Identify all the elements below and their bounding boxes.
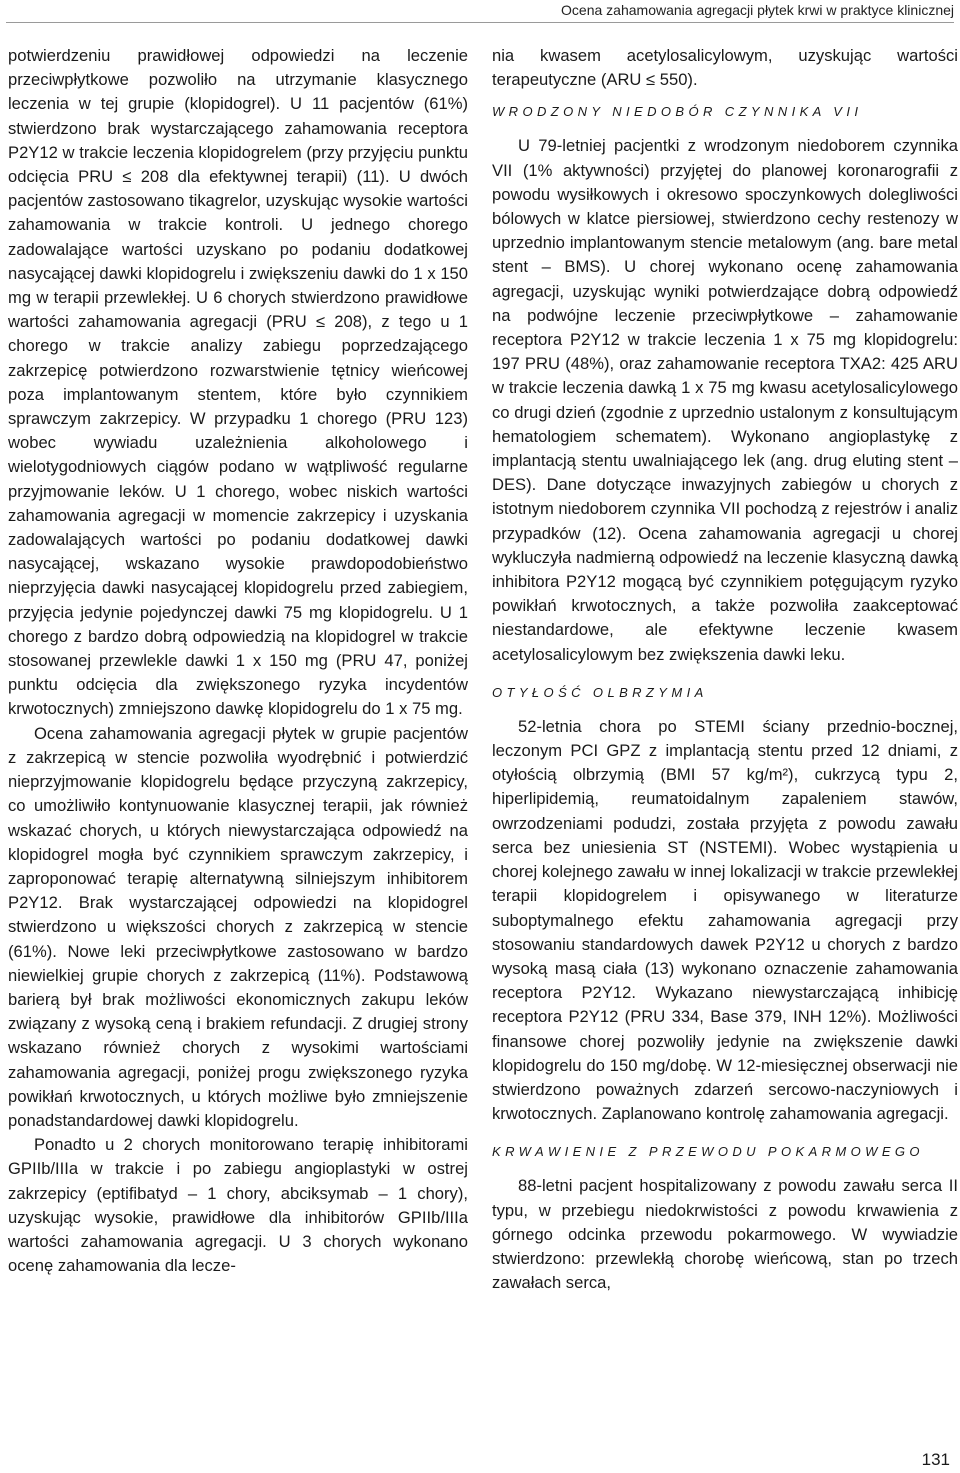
right-column — [492, 44, 958, 1295]
section-heading: WRODZONY NIEDOBÓR CZYNNIKA VII — [492, 104, 863, 120]
left-column — [8, 44, 468, 1278]
body-paragraph: Ocena zahamowania agregacji płytek w grupie pacjentów z zakrzepicą w stencie pozwoliła wyodrębnić i potwierdzić nieprzyjmowanie klopidogrelu będące przyczyną zakrzepicy, co umożliwiło kontynuowanie klasycznej terapii, jak również wskazać chorych, u których niewystarczająca odpowiedź na klopidogrel mogła być czynnikiem sprawczym zakrzepicy, i zaproponować terapię alternatywną silniejszym inhibitorem P2Y12. Brak wystarczającej odpowiedzi na klopidogrel stwierdzono u większości chorych z zakrzepicą w stencie (61%). Nowe leki przeciwpłytkowe zastosowano w bardzo niewielkiej grupie chorych z zakrzepicą (11%). Podstawową barierą był brak możliwości ekonomicznych zakupu leków związany z wysoką ceną i brakiem refundacji. Z drugiej strony wskazano również chorych z wysokimi wartościami zahamowania agregacji, poniżej progu zwiększonego ryzyka powikłań krwotocznych, u których możliwe było zmniejszenie ponadstandardowej dawki klopidogrelu. — [8, 723, 468, 1130]
body-paragraph: 88-letni pacjent hospitalizowany z powodu zawału serca II typu, w przebiegu niedokrwistości z powodu krwawienia z górnego odcinka przewodu pokarmowego. W wywiadzie stwierdzono: przewlekłą chorobę wieńcową, stan po trzech zawałach serca, — [492, 1176, 958, 1293]
body-paragraph: Ponadto u 2 chorych monitorowano terapię inhibitorami GPIIb/IIIa w trakcie i po zabiegu angioplastyki w ostrej zakrzepicy (eptifibatyd – 1 chory, abciksymab – 1 chory), uzyskując wysokie, prawidłowe dla inhibitorów GPIIb/IIIa wartości zahamowania agregacji. U 3 chorych wykonano ocenę zahamowania dla lecze- — [8, 1135, 468, 1276]
section-heading: KRWAWIENIE Z PRZEWODU POKARMOWEGO — [492, 1144, 924, 1160]
body-paragraph: nia kwasem acetylosalicylowym, uzyskując wartości terapeutyczne (ARU ≤ 550). — [492, 46, 958, 90]
page-number: 131 — [921, 1450, 950, 1469]
body-paragraph: 52-letnia chora po STEMI ściany przednio-bocznej, leczonym PCI GPZ z implantacją stentu przed 12 dniami, z otyłością olbrzymią (BMI 57 kg/m²), cukrzycą typu 2, hiperlipidemią, reumatoidalnym zapaleniem stawów, owrzodzeniami podudzi, została przyjęta z powodu zawału serca bez uniesienia ST (NSTEMI). Wobec wystąpienia u chorej kolejnego zawału w innej lokalizacji w trakcie przewlekłej terapii klopidogrelem i opisywanego w literaturze suboptymalnego efektu zahamowania agregacji przy stosowaniu standardowych dawek P2Y12 u chorych z bardzo wysoką masą ciała (13) wykonano oznaczenie zahamowania receptora P2Y12. Wykazano niewystarczającą inhibicję receptora P2Y12 (PRU 334, Base 379, INH 12%). Możliwości finansowe chorej pozwoliły jedynie na zwiększenie dawki klopidogrelu do 150 mg/dobę. W 12-miesięcznej obserwacji nie stwierdzono poważnych zdarzeń sercowo-naczyniowych i krwotocznych. Zaplanowano kontrolę zahamowania agregacji. — [492, 716, 958, 1124]
running-head: Ocena zahamowania agregacji płytek krwi w praktyce klinicznej — [6, 0, 954, 23]
body-paragraph: potwierdzeniu prawidłowej odpowiedzi na leczenie przeciwpłytkowe pozwoliło na utrzymanie klasycznego leczenia w tej grupie (klopidogrel). U 11 pacjentów (61%) stwierdzono brak wystarczającego zahamowania receptora P2Y12 w trakcie leczenia klopidogrelem (przy przyjęciu punktu odcięcia PRU ≤ 208 dla efektywnej terapii) (11). U dwóch pacjentów zastosowano tikagrelor, uzyskując wysokie wartości zahamowania w trakcie kontroli. U jednego chorego zadowalające wartości uzyskano po podaniu dodatkowej nasycającej dawki klopidogrelu i zwiększeniu dawki do 1 x 150 mg w terapii przewlekłej. U 6 chorych stwierdzono prawidłowe wartości zahamowania agregacji (PRU ≤ 208), z tego u 1 chorego w trakcie analizy zabiegu poprzedzającego zakrzepicę potwierdzono rozwarstwienie tętnicy wieńcowej poza implantowanym stentem, które było czynnikiem sprawczym zakrzepicy. W przypadku 1 chorego (PRU 123) wobec wywiadu uzależnienia alkoholowego i wielotygodniowych ciągów podano w wątpliwość regularne przyjmowanie leków. U 1 chorego, wobec niskich wartości zahamowania agregacji w momencie zakrzepicy i uzyskania zadowalających wartości po podaniu dodatkowej dawki nasycającej, wskazano wysokie prawdopodobieństwo nieprzyjęcia dawki nasycającej klopidogrelu przed zabiegiem, przyjęcia jedynie pojedynczej dawki 75 mg klopidogrelu. U 1 chorego z bardzo dobrą odpowiedzią na klopidogrel w trakcie stosowanej przewlekle dawki 1 x 150 mg (PRU 47, poniżej punktu odcięcia dla zwiększonego ryzyka incydentów krwotocznych) zmniejszono dawkę klopidogrelu do 1 x 75 mg. — [8, 46, 468, 719]
section-heading: OTYŁOŚĆ OLBRZYMIA — [492, 684, 708, 700]
body-paragraph: U 79-letniej pacjentki z wrodzonym niedoborem czynnika VII (1% aktywności) przyjętej do planowej koronarografii z powodu wysiłkowych i okresowo spoczynkowych dolegliwości bólowych w klatce piersiowej, stwierdzono cechy restenozy w uprzednio implantowanym stencie metalowym (ang. bare metal stent – BMS). U chorej wykonano ocenę zahamowania agregacji, uzyskując wyniki potwierdzające dobrą odpowiedź na podwójne leczenie przeciwpłytkowe – zahamowanie receptora P2Y12 w trakcie leczenia 1 x 75 mg klopidogrelu: 197 PRU (48%), oraz zahamowanie receptora TXA2: 425 ARU w trakcie leczenia dawką 1 x 75 mg kwasu acetylosalicylowego co drugi dzień (zgodnie z uprzednio ustalonym z konsultującym hematologiem schematem). Wykonano angioplastykę z implantacją stentu uwalniającego lek (ang. drug eluting stent – DES). Dane dotyczące inwazyjnych zabiegów u chorych z istotnym niedoborem czynnika VII pochodzą z rejestrów i analiz przypadków (12). Ocena zahamowania agregacji u chorej wykluczyła nadmierną odpowiedź na leczenie klasyczną dawką inhibitora P2Y12 mogącą być czynnikiem potęgującym ryzyko powikłań krwotocznych, a także pozwoliła zaakceptować niestandardowe, ale efektywne leczenie kwasem acetylosalicylowym bez zwiększenia dawki leku. — [492, 136, 958, 664]
